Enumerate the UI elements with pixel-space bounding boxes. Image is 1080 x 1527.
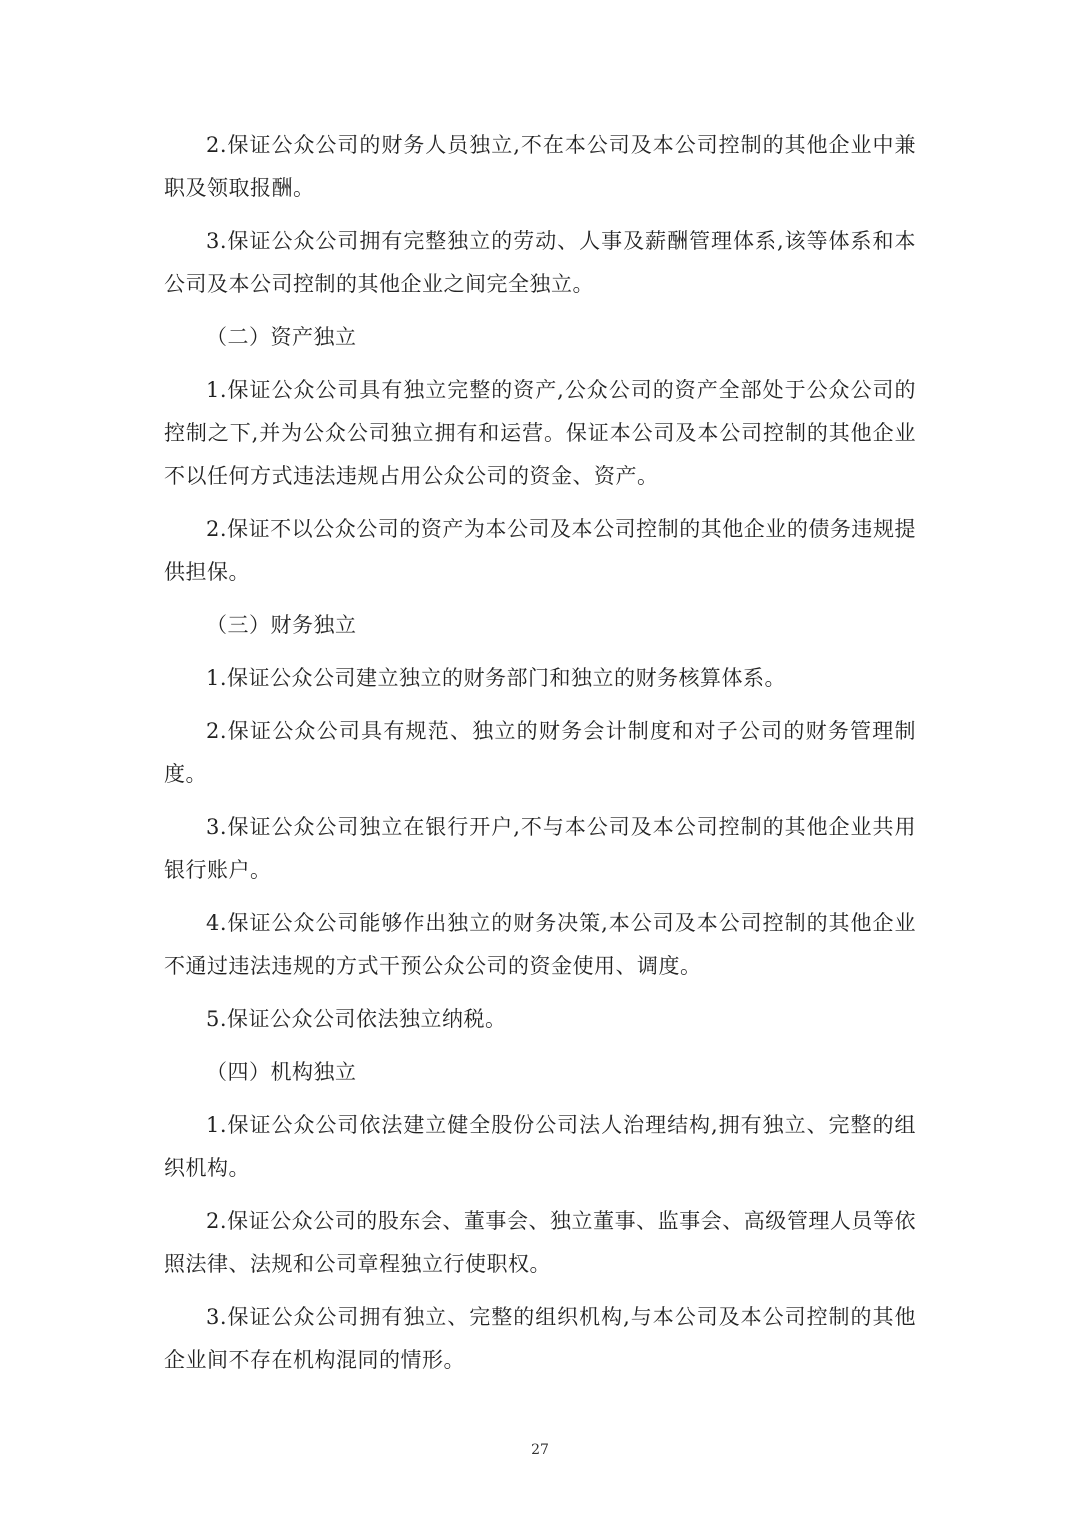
section-heading-institution-independence: （四）机构独立 [206,1060,357,1084]
paragraph-2-finance-staff: 2.保证公众公司的财务人员独立,不在本公司及本公司控制的其他企业中兼职及领取报酬。 [164,133,916,200]
paragraph-asset-1: 1.保证公众公司具有独立完整的资产,公众公司的资产全部处于公众公司的控制之下,并为公众公司独立拥有和运营。保证本公司及本公司控制的其他企业不以任何方式违法违规占用公众公司的资金、资产。 [164,378,916,488]
paragraph-finance-2: 2.保证公众公司具有规范、独立的财务会计制度和对子公司的财务管理制度。 [164,719,916,786]
paragraph-finance-3: 3.保证公众公司独立在银行开户,不与本公司及本公司控制的其他企业共用银行账户。 [164,815,916,882]
document-body [164,124,916,1392]
paragraph-asset-2: 2.保证不以公众公司的资产为本公司及本公司控制的其他企业的债务违规提供担保。 [164,517,916,584]
paragraph-institution-2: 2.保证公众公司的股东会、董事会、独立董事、监事会、高级管理人员等依照法律、法规和公司章程独立行使职权。 [164,1209,916,1276]
paragraph-institution-3: 3.保证公众公司拥有独立、完整的组织机构,与本公司及本公司控制的其他企业间不存在机构混同的情形。 [164,1305,916,1372]
paragraph-3-labor-system: 3.保证公众公司拥有完整独立的劳动、人事及薪酬管理体系,该等体系和本公司及本公司控制的其他企业之间完全独立。 [164,229,916,296]
paragraph-finance-4: 4.保证公众公司能够作出独立的财务决策,本公司及本公司控制的其他企业不通过违法违规的方式干预公众公司的资金使用、调度。 [164,911,916,978]
section-heading-finance-independence: （三）财务独立 [206,613,357,637]
section-heading-asset-independence: （二）资产独立 [206,325,357,349]
page-number: 27 [531,1442,549,1458]
paragraph-institution-1: 1.保证公众公司依法建立健全股份公司法人治理结构,拥有独立、完整的组织机构。 [164,1113,916,1180]
paragraph-finance-1: 1.保证公众公司建立独立的财务部门和独立的财务核算体系。 [206,666,787,690]
paragraph-finance-5: 5.保证公众公司依法独立纳税。 [206,1007,507,1031]
